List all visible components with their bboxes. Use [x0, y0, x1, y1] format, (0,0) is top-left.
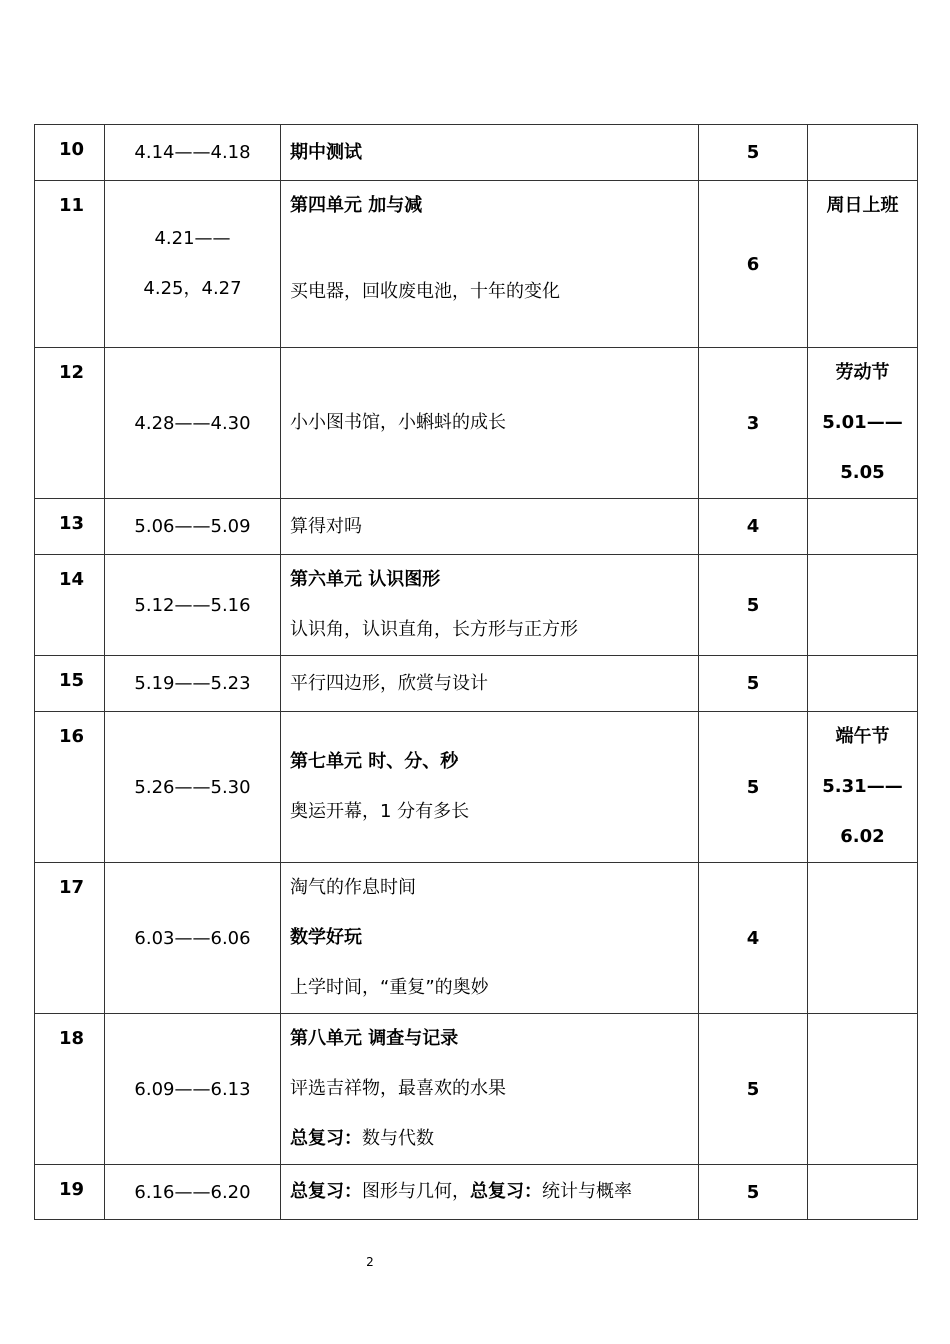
week-cell: 16	[35, 712, 105, 863]
content-cell	[281, 712, 699, 863]
review-text: 数与代数	[362, 1128, 434, 1149]
content-cell	[281, 1165, 699, 1220]
note-cell	[808, 1014, 918, 1165]
date-cell: 6.03——6.06	[105, 863, 281, 1014]
week-cell: 13	[35, 499, 105, 555]
review-line	[290, 1114, 698, 1164]
week-cell: 10	[35, 125, 105, 181]
review-text: 图形与几何，	[362, 1181, 470, 1202]
note-cell	[808, 181, 918, 348]
unit-title: 第四单元 加与减	[290, 195, 423, 216]
lesson-list: 认识角，认识直角，长方形与正方形	[290, 619, 578, 640]
note-cell	[808, 125, 918, 181]
table-row	[35, 1014, 918, 1165]
content-cell	[281, 863, 699, 1014]
week-cell: 18	[35, 1014, 105, 1165]
table-row	[35, 555, 918, 656]
note-text: 周日上班	[826, 195, 899, 216]
review-label: 总复习：	[290, 1181, 362, 1202]
hours-cell: 4	[699, 499, 808, 555]
hours-cell: 4	[699, 863, 808, 1014]
review-label: 总复习：	[470, 1181, 542, 1202]
date-cell: 5.12——5.16	[105, 555, 281, 656]
date-cell: 6.16——6.20	[105, 1165, 281, 1220]
unit-title: 第六单元 认识图形	[290, 569, 441, 590]
unit-title: 数学好玩	[290, 927, 362, 948]
note-text: 5.31——	[822, 776, 903, 797]
date-cell: 5.26——5.30	[105, 712, 281, 863]
hours-cell: 5	[699, 555, 808, 656]
lesson-list: 上学时间，“重复”的奥妙	[290, 977, 489, 998]
hours-cell: 5	[699, 125, 808, 181]
content-cell	[281, 499, 699, 555]
table-row	[35, 348, 918, 499]
week-cell: 11	[35, 181, 105, 348]
lesson-list: 算得对吗	[290, 515, 362, 537]
content-cell	[281, 1014, 699, 1165]
lesson-list: 平行四边形，欣赏与设计	[290, 672, 488, 694]
note-text: 端午节	[835, 726, 890, 747]
note-text: 6.02	[840, 826, 885, 847]
hours-cell: 5	[699, 712, 808, 863]
lesson-list: 买电器，回收废电池，十年的变化	[290, 281, 560, 302]
note-text: 5.05	[840, 462, 885, 483]
table-row	[35, 499, 918, 555]
hours-cell: 3	[699, 348, 808, 499]
table-row	[35, 656, 918, 712]
note-cell	[808, 863, 918, 1014]
date-line: 4.21——	[154, 228, 231, 249]
lesson-list: 淘气的作息时间	[290, 877, 416, 898]
table-row	[35, 1165, 918, 1220]
lesson-list: 小小图书馆，小蝌蚪的成长	[290, 412, 506, 433]
week-cell: 19	[35, 1165, 105, 1220]
review-label: 总复习：	[290, 1128, 362, 1149]
hours-cell: 6	[699, 181, 808, 348]
unit-title: 第七单元 时、分、秒	[290, 751, 459, 772]
hours-cell: 5	[699, 1165, 808, 1220]
content-cell	[281, 125, 699, 181]
note-text: 5.01——	[822, 412, 903, 433]
hours-cell: 5	[699, 656, 808, 712]
content-cell	[281, 181, 699, 348]
date-cell: 5.19——5.23	[105, 656, 281, 712]
date-cell: 6.09——6.13	[105, 1014, 281, 1165]
hours-cell: 5	[699, 1014, 808, 1165]
lesson-list: 评选吉祥物，最喜欢的水果	[290, 1078, 506, 1099]
note-cell	[808, 656, 918, 712]
week-cell: 17	[35, 863, 105, 1014]
unit-title: 第八单元 调查与记录	[290, 1028, 459, 1049]
date-cell: 4.14——4.18	[105, 125, 281, 181]
unit-title: 期中测试	[290, 141, 362, 163]
note-cell	[808, 499, 918, 555]
content-cell	[281, 348, 699, 499]
date-cell: 5.06——5.09	[105, 499, 281, 555]
table-row	[35, 712, 918, 863]
week-cell: 14	[35, 555, 105, 656]
content-cell	[281, 555, 699, 656]
date-cell	[105, 181, 281, 348]
page-number: 2	[366, 1255, 374, 1269]
note-text: 劳动节	[835, 362, 890, 383]
table-row	[35, 863, 918, 1014]
note-cell	[808, 348, 918, 499]
schedule-table	[34, 124, 918, 1220]
lesson-list: 奥运开幕，1 分有多长	[290, 801, 470, 822]
note-cell	[808, 712, 918, 863]
date-line: 4.25，4.27	[143, 278, 242, 299]
review-text: 统计与概率	[542, 1181, 632, 1202]
note-cell	[808, 1165, 918, 1220]
week-cell: 15	[35, 656, 105, 712]
table-row	[35, 181, 918, 348]
note-cell	[808, 555, 918, 656]
review-line	[290, 1167, 698, 1217]
date-cell: 4.28——4.30	[105, 348, 281, 499]
week-cell: 12	[35, 348, 105, 499]
table-row	[35, 125, 918, 181]
content-cell	[281, 656, 699, 712]
